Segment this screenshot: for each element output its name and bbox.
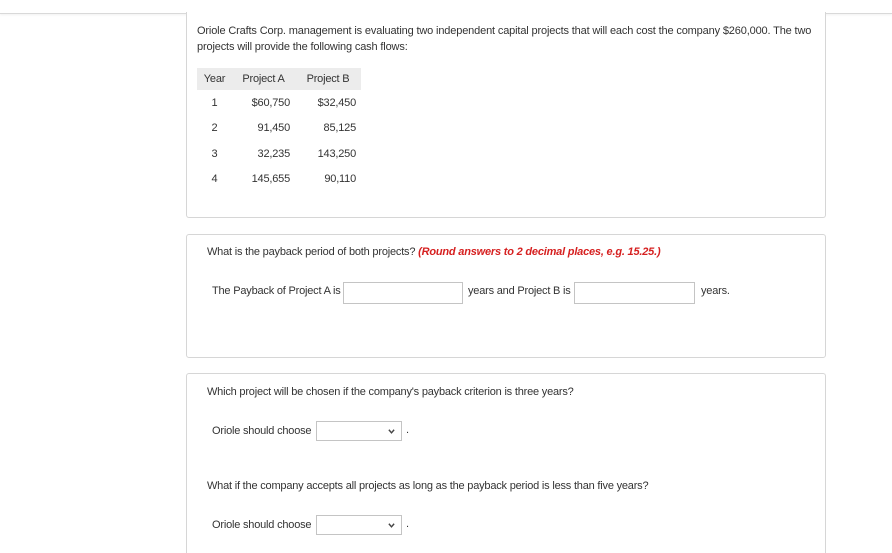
payback-question-text: What is the payback period of both projects? xyxy=(207,246,416,258)
table-row xyxy=(197,141,361,167)
cash-flow-table xyxy=(197,68,361,192)
table-row xyxy=(197,167,361,193)
project-select-5yr[interactable] xyxy=(316,515,402,535)
payback-end-label: years. xyxy=(701,285,730,297)
table-row xyxy=(197,90,361,116)
five-year-question: What if the company accepts all projects as long as the payback period is less than five years? xyxy=(207,480,649,492)
rounding-hint: (Round answers to 2 decimal places, e.g. 15.25.) xyxy=(418,246,661,258)
cell-year: 3 xyxy=(211,147,218,160)
project-select-3yr[interactable] xyxy=(316,421,402,441)
cell-project-b: 90,110 xyxy=(324,173,356,186)
cell-project-a: $60,750 xyxy=(251,96,290,109)
choose-label-3yr: Oriole should choose xyxy=(212,425,312,437)
cell-project-a: 91,450 xyxy=(257,122,290,135)
cell-project-b: 143,250 xyxy=(317,147,356,160)
chevron-down-icon xyxy=(388,522,395,529)
payback-mid-label: years and Project B is xyxy=(468,285,571,297)
column-header-year: Year xyxy=(197,68,232,90)
chevron-down-icon xyxy=(388,428,395,435)
payback-a-label: The Payback of Project A is xyxy=(212,285,341,297)
cell-project-b: 85,125 xyxy=(323,122,356,135)
choose-label-5yr: Oriole should choose xyxy=(212,519,312,531)
payback-b-input[interactable] xyxy=(574,282,695,304)
payback-question xyxy=(207,246,660,258)
table-row xyxy=(197,116,361,142)
cell-project-a: 32,235 xyxy=(257,147,290,160)
payback-a-input[interactable] xyxy=(343,282,463,304)
column-header-project-b: Project B xyxy=(295,68,361,90)
sentence-period-5yr: . xyxy=(406,518,410,530)
table-header-row xyxy=(197,68,361,90)
cell-year: 4 xyxy=(211,173,218,186)
sentence-period-3yr: . xyxy=(406,424,410,436)
intro-text: Oriole Crafts Corp. management is evaluating two independent capital projects that will each cost the company $260,000. The two projects will provide the following cash flows: xyxy=(197,25,812,53)
cell-year: 2 xyxy=(211,122,218,135)
cell-project-a: 145,655 xyxy=(251,173,290,186)
column-header-project-a: Project A xyxy=(232,68,295,90)
three-year-question: Which project will be chosen if the company's payback criterion is three years? xyxy=(207,386,574,398)
cell-project-b: $32,450 xyxy=(317,96,356,109)
cell-year: 1 xyxy=(211,96,218,109)
